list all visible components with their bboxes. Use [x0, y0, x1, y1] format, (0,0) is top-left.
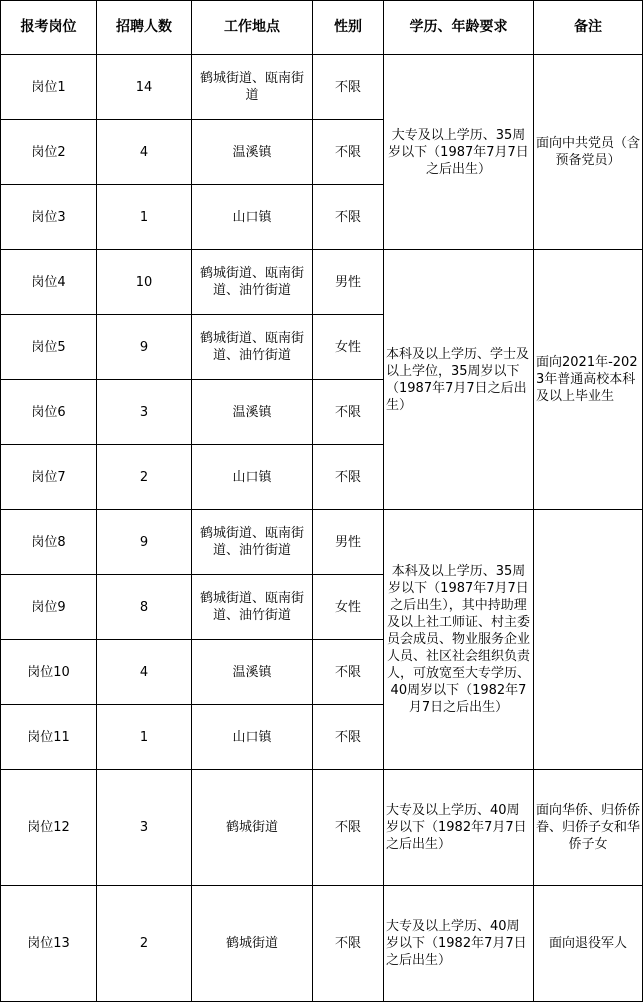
location-cell: 鹤城街道	[192, 886, 313, 1002]
location-cell: 鹤城街道、瓯南街道、油竹街道	[192, 510, 313, 575]
post-cell: 岗位1	[1, 55, 97, 120]
post-cell: 岗位13	[1, 886, 97, 1002]
gender-cell: 男性	[313, 250, 384, 315]
count-cell: 3	[97, 380, 192, 445]
gender-cell: 男性	[313, 510, 384, 575]
count-cell: 1	[97, 185, 192, 250]
location-cell: 鹤城街道	[192, 770, 313, 886]
post-cell: 岗位6	[1, 380, 97, 445]
gender-cell: 不限	[313, 380, 384, 445]
header-post: 报考岗位	[1, 1, 97, 55]
post-cell: 岗位3	[1, 185, 97, 250]
table-row	[1, 770, 643, 886]
gender-cell: 女性	[313, 575, 384, 640]
location-cell: 山口镇	[192, 705, 313, 770]
post-cell: 岗位10	[1, 640, 97, 705]
count-cell: 10	[97, 250, 192, 315]
header-requirement: 学历、年龄要求	[384, 1, 534, 55]
post-cell: 岗位8	[1, 510, 97, 575]
post-cell: 岗位4	[1, 250, 97, 315]
requirement-cell: 大专及以上学历、35周岁以下（1987年7月7日之后出生）	[384, 55, 534, 250]
post-cell: 岗位12	[1, 770, 97, 886]
header-note: 备注	[534, 1, 643, 55]
count-cell: 8	[97, 575, 192, 640]
header-count: 招聘人数	[97, 1, 192, 55]
location-cell: 温溪镇	[192, 380, 313, 445]
count-cell: 4	[97, 640, 192, 705]
count-cell: 1	[97, 705, 192, 770]
post-cell: 岗位11	[1, 705, 97, 770]
table-header-row	[1, 1, 643, 55]
requirement-cell: 大专及以上学历、40周岁以下（1982年7月7日之后出生）	[384, 886, 534, 1002]
note-cell: 面向退役军人	[534, 886, 643, 1002]
header-location: 工作地点	[192, 1, 313, 55]
location-cell: 鹤城街道、瓯南街道、油竹街道	[192, 250, 313, 315]
gender-cell: 女性	[313, 315, 384, 380]
count-cell: 2	[97, 445, 192, 510]
post-cell: 岗位2	[1, 120, 97, 185]
requirement-cell: 本科及以上学历、35周岁以下（1987年7月7日之后出生），其中持助理及以上社工师证、村主委员会成员、物业服务企业人员、社区社会组织负责人，可放宽至大专学历、40周岁以下（1982年7月7日之后出生）	[384, 510, 534, 770]
post-cell: 岗位7	[1, 445, 97, 510]
requirement-cell: 大专及以上学历、40周岁以下（1982年7月7日之后出生）	[384, 770, 534, 886]
location-cell: 温溪镇	[192, 120, 313, 185]
gender-cell: 不限	[313, 886, 384, 1002]
gender-cell: 不限	[313, 640, 384, 705]
count-cell: 9	[97, 510, 192, 575]
count-cell: 9	[97, 315, 192, 380]
count-cell: 3	[97, 770, 192, 886]
location-cell: 山口镇	[192, 445, 313, 510]
requirement-cell: 本科及以上学历、学士及以上学位，35周岁以下（1987年7月7日之后出生）	[384, 250, 534, 510]
count-cell: 14	[97, 55, 192, 120]
post-cell: 岗位9	[1, 575, 97, 640]
location-cell: 山口镇	[192, 185, 313, 250]
gender-cell: 不限	[313, 770, 384, 886]
header-gender: 性别	[313, 1, 384, 55]
gender-cell: 不限	[313, 185, 384, 250]
note-cell	[534, 510, 643, 770]
note-cell: 面向中共党员（含预备党员）	[534, 55, 643, 250]
table-row	[1, 510, 643, 575]
post-cell: 岗位5	[1, 315, 97, 380]
location-cell: 鹤城街道、瓯南街道	[192, 55, 313, 120]
table-row	[1, 55, 643, 120]
count-cell: 4	[97, 120, 192, 185]
note-cell: 面向华侨、归侨侨眷、归侨子女和华侨子女	[534, 770, 643, 886]
location-cell: 鹤城街道、瓯南街道、油竹街道	[192, 575, 313, 640]
table-row	[1, 886, 643, 1002]
gender-cell: 不限	[313, 120, 384, 185]
location-cell: 鹤城街道、瓯南街道、油竹街道	[192, 315, 313, 380]
note-cell: 面向2021年-2023年普通高校本科及以上毕业生	[534, 250, 643, 510]
count-cell: 2	[97, 886, 192, 1002]
gender-cell: 不限	[313, 55, 384, 120]
table-row	[1, 250, 643, 315]
gender-cell: 不限	[313, 705, 384, 770]
location-cell: 温溪镇	[192, 640, 313, 705]
gender-cell: 不限	[313, 445, 384, 510]
